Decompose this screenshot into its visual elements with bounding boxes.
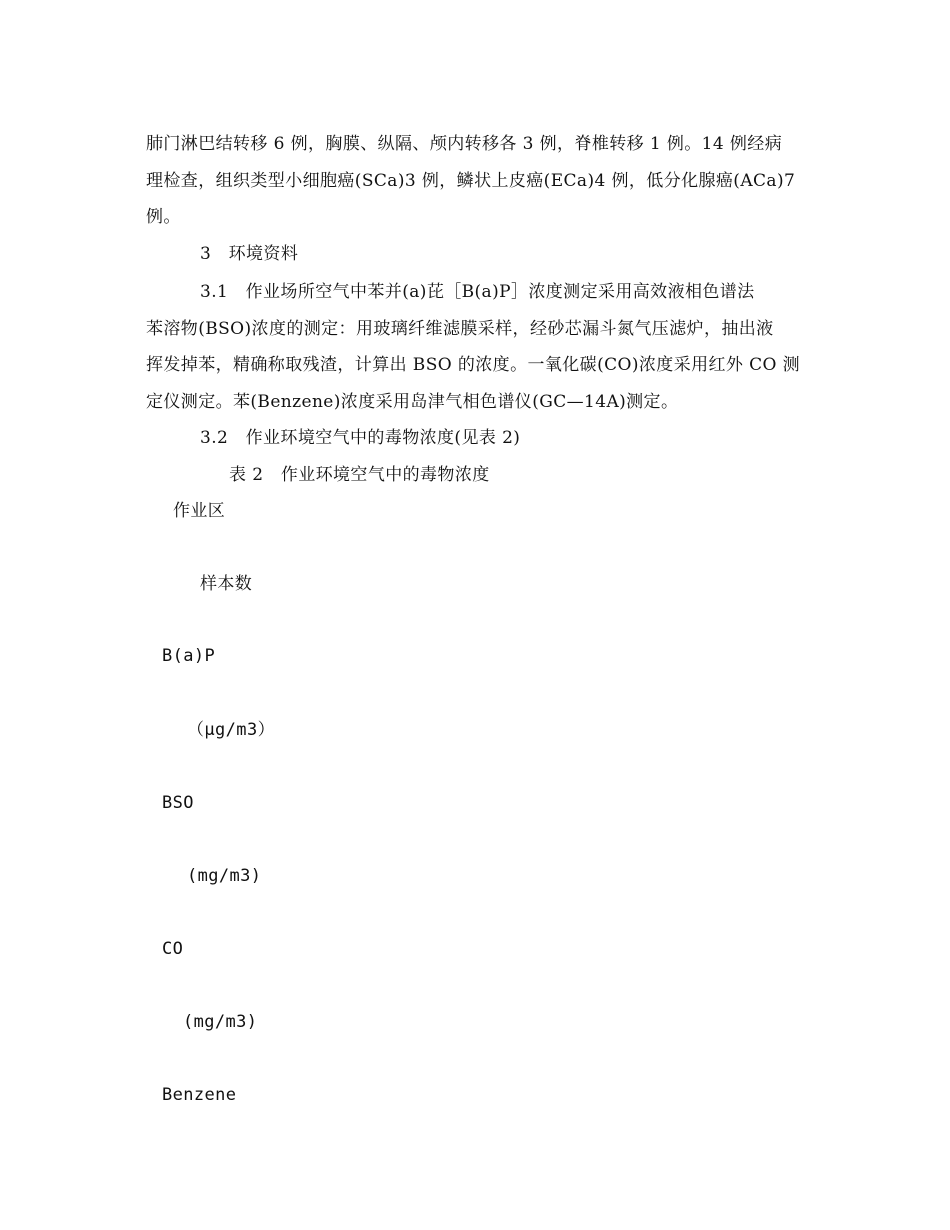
table-header-benzene: Benzene [162, 1085, 237, 1105]
table-header-work-area: 作业区 [173, 501, 226, 521]
section-heading: 3.2 作业环境空气中的毒物浓度(见表 2) [200, 428, 521, 448]
paragraph-line: 苯溶物(BSO)浓度的测定：用玻璃纤维滤膜采样，经砂芯漏斗氮气压滤炉，抽出液 [146, 319, 774, 339]
paragraph-line: 例。 [146, 207, 181, 227]
paragraph-line: 挥发掉苯，精确称取残渣，计算出 BSO 的浓度。一氧化碳(CO)浓度采用红外 CO 测 [146, 355, 801, 375]
paragraph-line: 3.1 作业场所空气中苯并(a)芘［B(a)P］浓度测定采用高效液相色谱法 [200, 282, 755, 302]
table-header-bso-unit: (mg/m3) [187, 866, 262, 886]
table-header-bap-unit: （μg/m3） [187, 720, 275, 740]
paragraph-line: 肺门淋巴结转移 6 例，胸膜、纵隔、颅内转移各 3 例，脊椎转移 1 例。14 例经病 [146, 134, 783, 154]
table-header-co: CO [162, 939, 184, 959]
paragraph-line: 定仪测定。苯(Benzene)浓度采用岛津气相色谱仪(GC—14A)测定。 [146, 392, 679, 412]
table-caption: 表 2 作业环境空气中的毒物浓度 [229, 465, 490, 485]
table-header-bso: BSO [162, 793, 194, 813]
paragraph-line: 理检查，组织类型小细胞癌(SCa)3 例，鳞状上皮癌(ECa)4 例，低分化腺癌(ACa)7 [146, 171, 796, 191]
section-heading: 3 环境资料 [200, 244, 299, 264]
table-header-co-unit: (mg/m3) [183, 1012, 258, 1032]
table-header-sample-count: 样本数 [200, 574, 253, 594]
table-header-bap: B(a)P [162, 646, 216, 666]
